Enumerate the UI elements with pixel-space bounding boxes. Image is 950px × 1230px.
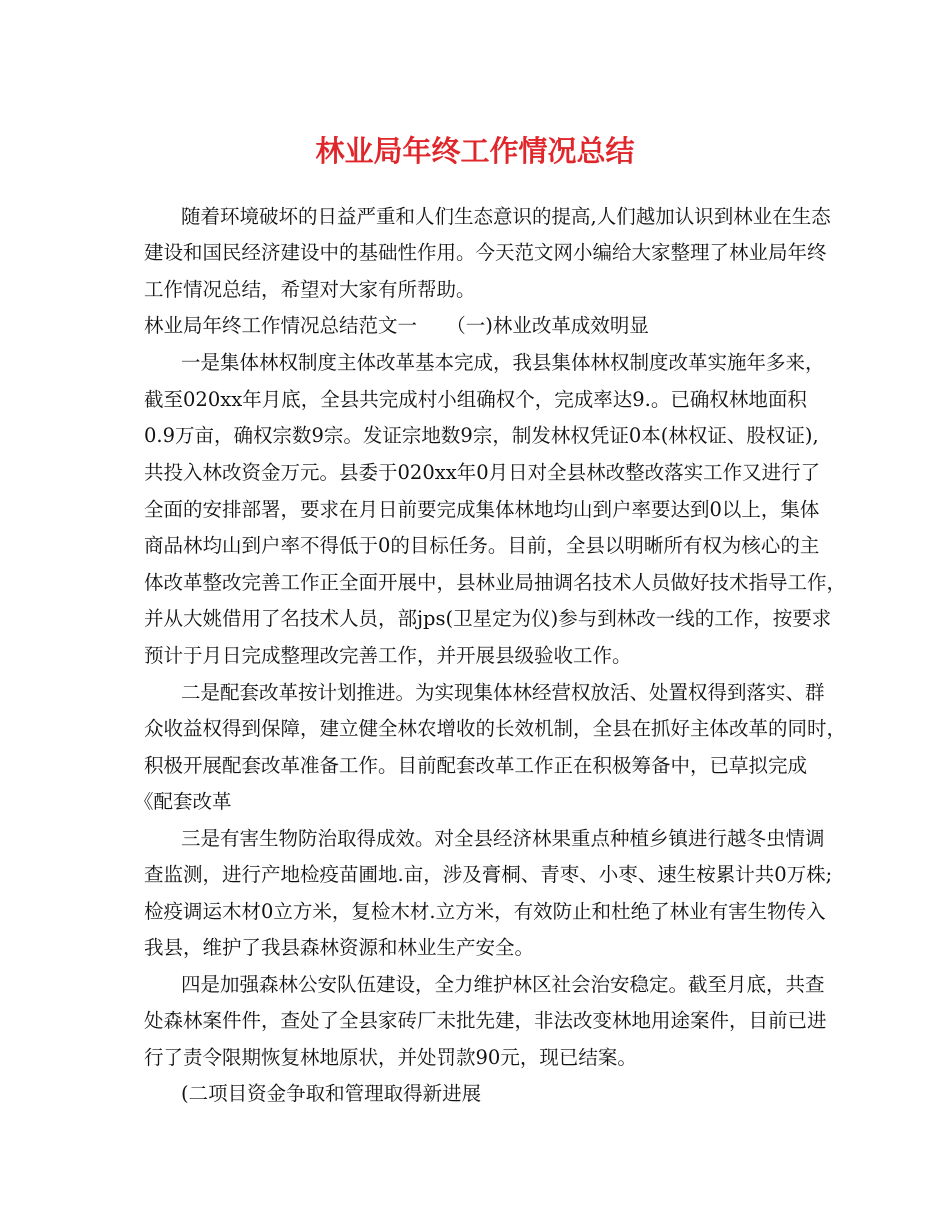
paragraph-line: 众收益权得到保障，建立健全林农增收的长效机制，全县在抓好主体改革的同时， [144,717,847,740]
paragraph-line: 三是有害生物防治取得成效。对全县经济林果重点种植乡镇进行越冬虫情调 [181,827,825,850]
section-heading-line: 林业局年终工作情况总结范文一 （一)林业改革成效明显 [144,314,649,337]
paragraph-line: 全面的安排部署，要求在月日前要完成集体林地均山到户率要达到0以上，集体 [144,498,820,521]
paragraph-line: 检疫调运木材0立方米，复检木材.立方米，有效防止和杜绝了林业有害生物传入 [144,900,826,923]
paragraph-line: 一是集体林权制度主体改革基本完成，我县集体林权制度改革实施年多来， [181,351,825,374]
paragraph-line: 建设和国民经济建设中的基础性作用。今天范文网小编给大家整理了林业局年终 [144,241,827,264]
paragraph-line: 共投入林改资金万元。县委于020xx年0月日对全县林改整改落实工作又进行了 [144,461,821,484]
paragraph-line: 四是加强森林公安队伍建设，全力维护林区社会治安稳定。截至月底，共查 [181,973,825,996]
paragraph-line: 积极开展配套改革准备工作。目前配套改革工作正在积极筹备中，已草拟完成 [144,754,808,777]
paragraph-line: 商品林均山到户率不得低于0的目标任务。目前，全县以明晰所有权为核心的主 [144,534,820,557]
paragraph-line: 预计于月日完成整理改完善工作，并开展县级验收工作。 [144,644,632,667]
paragraph-line: 随着环境破坏的日益严重和人们生态意识的提高,人们越加认识到林业在生态 [181,205,831,228]
paragraph-line: 截至020xx年月底，全县共完成村小组确权个，完成率达9.。已确权林地面积 [144,388,807,411]
paragraph-line: 处森林案件件，查处了全县家砖厂未批先建，非法改变林地用途案件，目前已进 [144,1009,827,1032]
paragraph-line: 行了责令限期恢复林地原状，并处罚款90元，现已结案。 [144,1046,637,1069]
paragraph-line: 体改革整改完善工作正全面开展中，县林业局抽调名技术人员做好技术指导工作， [144,571,847,594]
page-title: 林业局年终工作情况总结 [315,134,635,168]
paragraph-line: 《配套改革 [134,790,232,813]
paragraph-line: 查监测，进行产地检疫苗圃地.亩，涉及膏桐、青枣、小枣、速生桉累计共0万株; [144,863,833,886]
paragraph-line: 并从大姚借用了名技术人员，部jps(卫星定为仪)参与到林改一线的工作，按要求 [144,607,832,630]
section-heading-line: (二项目资金争取和管理取得新进展 [181,1082,482,1105]
paragraph-line: 工作情况总结，希望对大家有所帮助。 [144,278,476,301]
paragraph-line: 我县，维护了我县森林资源和林业生产安全。 [144,936,535,959]
paragraph-line: 二是配套改革按计划推进。为实现集体林经营权放活、处置权得到落实、群 [181,681,825,704]
paragraph-line: 0.9万亩，确权宗数9宗。发证宗地数9宗，制发林权凭证0本(林权证、股权证), [144,424,819,447]
